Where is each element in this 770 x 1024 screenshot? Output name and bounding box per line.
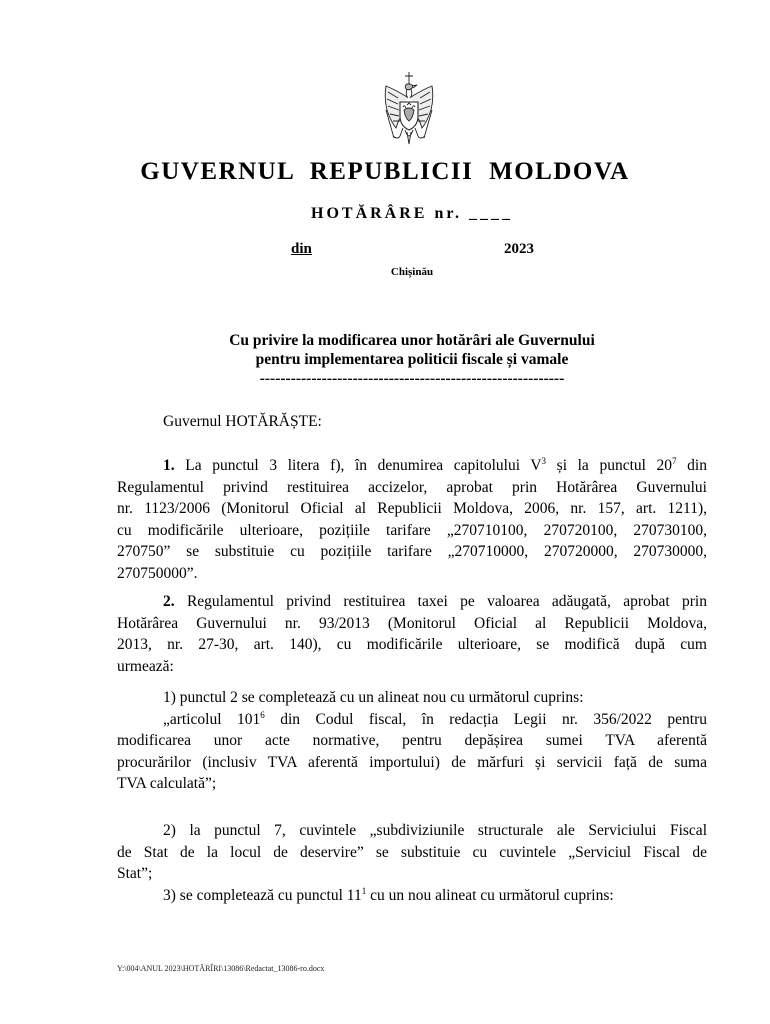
- decision-number-heading: HOTĂRÂRE nr. ____: [311, 205, 513, 222]
- text-run: La punctul 3 litera f), în denumirea capitolului V: [174, 457, 542, 474]
- date-prefix: din: [291, 241, 312, 257]
- city-name: Chișinău: [390, 266, 434, 278]
- paragraph-5: [117, 885, 707, 907]
- paragraph-line: 270750” se substituie cu pozițiile tarifare „270710000, 270720000, 270730000,: [117, 543, 707, 560]
- paragraph-line: modificarea unor acte normative, pentru depășirea sumei TVA aferentă: [117, 732, 707, 749]
- text-run: cu un nou alineat cu următorul cuprins:: [366, 887, 614, 904]
- paragraph-line: TVA calculată”;: [117, 775, 217, 792]
- paragraph-line: nr. 1123/2006 (Monitorul Oficial al Republicii Moldova, 2006, nr. 157, art. 1211),: [117, 500, 707, 517]
- paragraph-line: 2) la punctul 7, cuvintele „subdiviziunile structurale ale Serviciului Fiscal: [163, 822, 707, 839]
- subject-separator: -----------------------------------------------------------: [259, 370, 565, 387]
- paragraph-line: urmează:: [117, 657, 174, 675]
- paragraph-line: [117, 709, 707, 731]
- paragraph-number: 2.: [163, 593, 175, 610]
- date-year: 2023: [504, 241, 534, 257]
- decision-date-line: [291, 241, 534, 258]
- paragraph-3: [117, 687, 707, 795]
- subject-line-1: Cu privire la modificarea unor hotărâri ale Guvernului: [229, 332, 595, 349]
- decision-subject: [120, 331, 704, 388]
- paragraph-1: [117, 455, 707, 584]
- paragraph-line: cu modificările ulterioare, pozițiile tarifare „270710100, 270720100, 270730100,: [117, 521, 707, 539]
- subject-line-2: pentru implementarea politicii fiscale și vamale: [255, 351, 569, 368]
- paragraph-line: 1) punctul 2 se completează cu un alineat nou cu următorul cuprins:: [163, 689, 584, 706]
- text-run: Regulamentul privind restituirea taxei pe valoarea adăugată, aprobat prin: [174, 593, 707, 610]
- coat-of-arms-icon: [374, 70, 444, 148]
- text-run: 3) se completează cu punctul 11: [163, 887, 362, 904]
- paragraph-line: 2013, nr. 27-30, art. 140), cu modificările ulterioare, se modifică după cum: [117, 636, 707, 653]
- text-run: din Codul fiscal, în redacția Legii nr. 356/2022 pentru: [264, 710, 707, 728]
- paragraph-line: Stat”;: [117, 865, 153, 882]
- text-run: din: [676, 457, 707, 474]
- paragraph-line: [117, 455, 707, 477]
- document-file-path: Y:\004\ANUL 2023\HOTĂRÎRI\13086\Redactat_13086-ro.docx: [117, 964, 325, 973]
- text-run: și la punctul 20: [546, 457, 673, 474]
- paragraph-line: procurărilor (inclusiv TVA aferentă importului) de mărfuri și servicii față de suma: [117, 753, 707, 771]
- paragraph-line: 270750000”.: [117, 564, 198, 582]
- paragraph-line: [117, 885, 707, 907]
- text-run: „articolul 101: [163, 710, 261, 728]
- paragraph-number: 1.: [163, 457, 175, 474]
- paragraph-2: [117, 591, 707, 677]
- superscript: 7: [672, 456, 677, 466]
- paragraph-line: Regulamentul privind restituirea accizelor, aprobat prin Hotărârea Guvernului: [117, 478, 707, 496]
- government-title: GUVERNUL REPUBLICII MOLDOVA: [140, 158, 630, 185]
- paragraph-line: Hotărârea Guvernului nr. 93/2013 (Monitorul Oficial al Republicii Moldova,: [117, 614, 707, 632]
- paragraph-line: [117, 591, 707, 613]
- intro-text: Guvernul HOTĂRĂȘTE:: [163, 413, 322, 430]
- superscript: 3: [541, 456, 547, 466]
- intro-paragraph: [117, 411, 707, 433]
- superscript: 1: [361, 886, 367, 896]
- paragraph-4: [117, 820, 707, 885]
- superscript: 6: [260, 709, 265, 720]
- paragraph-line: de Stat de la locul de deservire” se substituie cu cuvintele „Serviciul Fiscal de: [117, 843, 707, 861]
